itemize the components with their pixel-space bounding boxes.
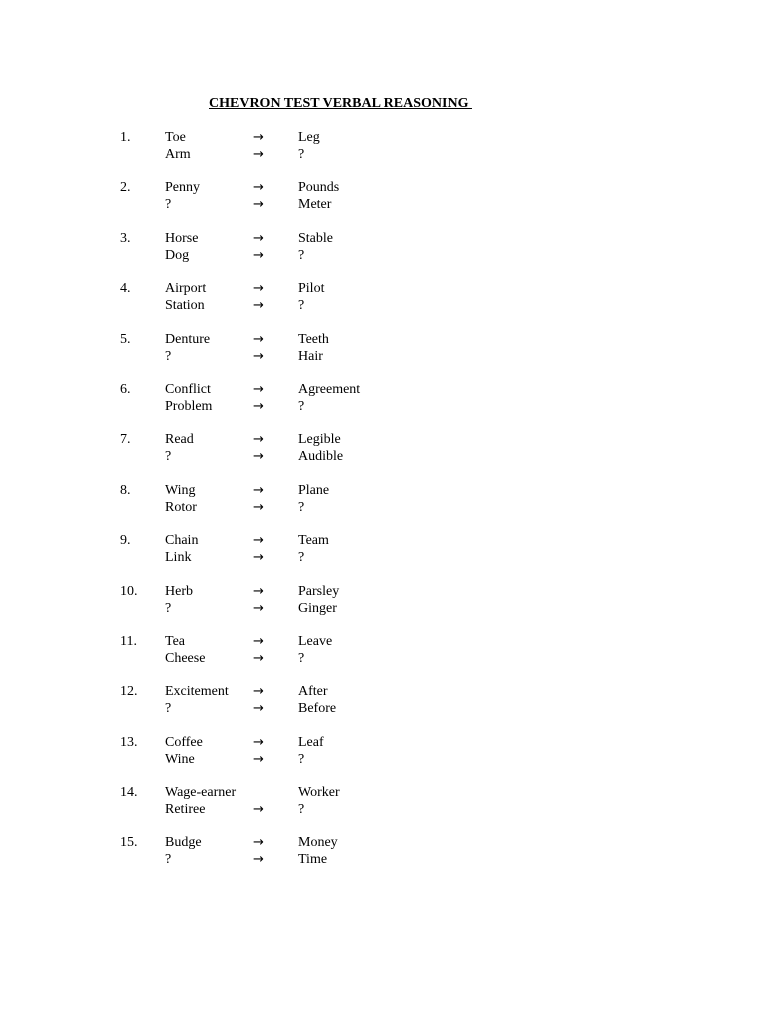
question-number: 5.: [120, 331, 131, 347]
right-arrow-icon: →: [253, 180, 264, 196]
term-right: Time: [298, 852, 328, 868]
term-right: Worker: [298, 785, 340, 801]
term-right: ?: [298, 550, 305, 566]
term-left: Retiree: [165, 802, 206, 818]
question-row: [0, 751, 768, 768]
term-left: Tea: [165, 633, 186, 649]
question-row: [0, 129, 768, 146]
term-left: Conflict: [165, 381, 211, 397]
term-right: ?: [298, 650, 305, 666]
term-right: Pounds: [298, 180, 340, 196]
term-left: ?: [165, 701, 172, 717]
question-row: [0, 784, 768, 801]
question-item: [0, 129, 768, 179]
question-row: [0, 398, 768, 415]
term-right: ?: [298, 499, 305, 515]
question-number: 10.: [120, 583, 138, 599]
term-left: ?: [165, 197, 172, 213]
question-number: 9.: [120, 533, 131, 549]
question-number: 11.: [120, 633, 137, 649]
right-arrow-icon: →: [253, 751, 264, 767]
term-right: Leg: [298, 130, 320, 145]
term-left: ?: [165, 449, 172, 465]
term-right: Plane: [298, 482, 330, 498]
question-item: [0, 583, 768, 633]
term-left: Horse: [165, 230, 199, 246]
term-left: Budge: [165, 835, 202, 851]
term-right: Meter: [298, 197, 332, 213]
question-row: [0, 297, 768, 314]
term-right: ?: [298, 147, 305, 162]
term-left: Rotor: [165, 499, 197, 515]
question-row: [0, 280, 768, 297]
question-row: [0, 179, 768, 196]
term-left: Chain: [165, 533, 199, 549]
question-number: 3.: [120, 230, 131, 246]
term-left: Read: [165, 432, 194, 448]
question-item: [0, 633, 768, 683]
question-number: 8.: [120, 482, 131, 498]
right-arrow-icon: →: [253, 130, 264, 145]
question-row: [0, 448, 768, 465]
right-arrow-icon: →: [253, 633, 264, 649]
question-number: 7.: [120, 432, 131, 448]
term-right: ?: [298, 247, 305, 263]
term-left: Denture: [165, 331, 211, 347]
document-title: CHEVRON TEST VERBAL REASONING: [209, 96, 472, 111]
question-number: 6.: [120, 381, 131, 397]
right-arrow-icon: →: [253, 852, 264, 868]
right-arrow-icon: →: [253, 734, 264, 750]
question-number: 15.: [120, 835, 138, 851]
term-left: ?: [165, 348, 172, 364]
right-arrow-icon: →: [253, 533, 264, 549]
term-right: ?: [298, 802, 305, 818]
term-right: Money: [298, 835, 338, 851]
question-number: 12.: [120, 684, 138, 700]
question-number: 1.: [120, 130, 131, 145]
question-row: [0, 834, 768, 851]
question-item: [0, 230, 768, 280]
question-row: [0, 700, 768, 717]
term-right: Audible: [298, 449, 344, 465]
right-arrow-icon: →: [253, 247, 264, 263]
question-row: [0, 683, 768, 700]
right-arrow-icon: →: [253, 650, 264, 666]
question-item: [0, 331, 768, 381]
term-right: Parsley: [298, 583, 340, 599]
right-arrow-icon: →: [253, 684, 264, 700]
question-row: [0, 196, 768, 213]
right-arrow-icon: →: [253, 281, 264, 297]
term-left: Herb: [165, 583, 193, 599]
right-arrow-icon: →: [253, 802, 264, 818]
term-left: Excitement: [165, 684, 229, 700]
term-left: Airport: [165, 281, 207, 297]
term-right: Leaf: [298, 734, 324, 750]
term-left: Station: [165, 298, 205, 314]
right-arrow-icon: →: [253, 197, 264, 213]
right-arrow-icon: →: [253, 583, 264, 599]
term-left: Wage-earner: [165, 785, 237, 801]
question-row: [0, 247, 768, 264]
right-arrow-icon: →: [253, 835, 264, 851]
question-row: [0, 650, 768, 667]
right-arrow-icon: →: [253, 432, 264, 448]
question-row: [0, 801, 768, 818]
right-arrow-icon: →: [253, 600, 264, 616]
question-row: [0, 583, 768, 600]
question-item: [0, 532, 768, 582]
question-row: [0, 230, 768, 247]
term-right: Stable: [298, 230, 333, 246]
term-right: ?: [298, 751, 305, 767]
question-item: [0, 734, 768, 784]
question-number: 13.: [120, 734, 138, 750]
term-right: Before: [298, 701, 337, 717]
question-list: [0, 129, 768, 885]
question-number: 14.: [120, 785, 138, 801]
term-left: Penny: [165, 180, 200, 196]
term-right: After: [298, 684, 328, 700]
right-arrow-icon: →: [253, 701, 264, 717]
term-right: ?: [298, 398, 305, 414]
question-row: [0, 734, 768, 751]
term-left: Wing: [165, 482, 196, 498]
term-left: Arm: [165, 147, 191, 162]
question-number: 2.: [120, 180, 131, 196]
right-arrow-icon: →: [253, 331, 264, 347]
right-arrow-icon: →: [253, 298, 264, 314]
term-right: ?: [298, 298, 305, 314]
right-arrow-icon: →: [253, 499, 264, 515]
right-arrow-icon: →: [253, 550, 264, 566]
right-arrow-icon: →: [253, 147, 264, 162]
question-item: [0, 834, 768, 884]
term-right: Hair: [298, 348, 323, 364]
term-left: Coffee: [165, 734, 203, 750]
question-row: [0, 348, 768, 365]
term-right: Pilot: [298, 281, 325, 297]
term-right: Ginger: [298, 600, 337, 616]
term-right: Leave: [298, 633, 333, 649]
term-right: Legible: [298, 432, 341, 448]
term-left: Cheese: [165, 650, 206, 666]
question-row: [0, 482, 768, 499]
term-left: ?: [165, 600, 172, 616]
term-left: Dog: [165, 247, 190, 263]
right-arrow-icon: →: [253, 381, 264, 397]
question-item: [0, 683, 768, 733]
question-row: [0, 431, 768, 448]
question-item: [0, 482, 768, 532]
question-row: [0, 549, 768, 566]
question-item: [0, 280, 768, 330]
question-item: [0, 381, 768, 431]
term-right: Teeth: [298, 331, 329, 347]
question-row: [0, 851, 768, 868]
term-left: Toe: [165, 130, 186, 145]
question-row: [0, 633, 768, 650]
question-item: [0, 431, 768, 481]
question-row: [0, 331, 768, 348]
term-right: Agreement: [298, 381, 361, 397]
term-left: Link: [165, 550, 192, 566]
right-arrow-icon: →: [253, 482, 264, 498]
term-right: Team: [298, 533, 329, 549]
question-number: 4.: [120, 281, 131, 297]
question-row: [0, 532, 768, 549]
right-arrow-icon: →: [253, 398, 264, 414]
question-item: [0, 784, 768, 834]
question-row: [0, 146, 768, 163]
question-item: [0, 179, 768, 229]
right-arrow-icon: →: [253, 449, 264, 465]
question-row: [0, 600, 768, 617]
right-arrow-icon: →: [253, 348, 264, 364]
term-left: Problem: [165, 398, 213, 414]
term-left: Wine: [165, 751, 195, 767]
question-row: [0, 381, 768, 398]
question-row: [0, 499, 768, 516]
term-left: ?: [165, 852, 172, 868]
right-arrow-icon: →: [253, 230, 264, 246]
